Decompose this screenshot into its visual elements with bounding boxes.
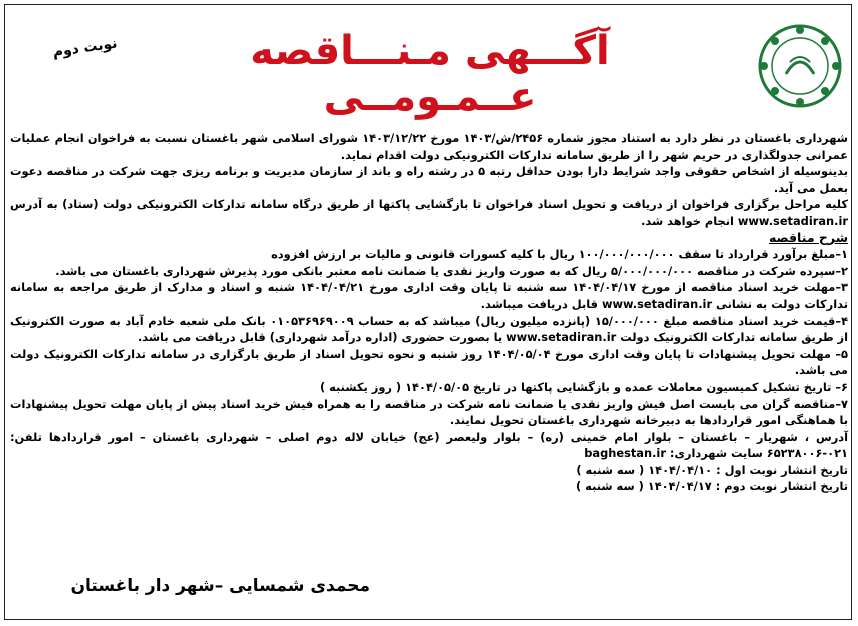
tender-item: ۳–مهلت خرید اسناد مناقصه از مورخ ۱۴۰۴/۰۴/۱۷ سه شنبه تا پایان وقت اداری مورخ ۱۴۰۴/۰۴/۲۱ شنبه و اسناد و مدارک از طریق مراجعه به سامانه تدارکات دولت به نشانی www.setadiran.ir قابل دریافت میباشد. <box>10 280 848 311</box>
tender-item: ۷–مناقصه گران می بایست اصل فیش واریز نقدی یا ضمانت نامه شرکت در مناقصه را به همراه فیش خرید اسناد پیش از پایان مهلت تحویل پیشنهادات با هماهنگی امور قراردادها به دبیرخانه شهرداری باغستان تحویل نمایند. <box>10 396 848 428</box>
intro-paragraph: شهرداری باغستان در نظر دارد به استناد مجوز شماره ۲۴۵۶/ش/۱۴۰۳ مورخ ۱۴۰۳/۱۲/۲۲ شورای اسلامی شهر باغستان نسبت به فراخوان انجام عملیات عمرانی جدولگذاری در حریم شهر را از طریق سامانه تدارکات الکترونیکی دولت اقدام نماید. <box>10 131 848 162</box>
tender-item: ۴–قیمت خرید اسناد مناقصه مبلغ ۱۵/۰۰۰/۰۰۰ (پانزده میلیون ریال) میباشد که به حساب ۰۱۰۵۳۶۹۶۹۰۰۹ بانک ملی شعبه خادم آباد به صورت الکترونیک از طریق سامانه تدارکات الکترونیک دولت www.setadiran.ir یا بصورت حضوری (اداره درآمد شهرداری) قابل دریافت می باشد. <box>10 313 849 345</box>
tender-item: ۵– مهلت تحویل پیشنهادات تا پایان وقت اداری مورخ ۱۴۰۴/۰۵/۰۴ روز شنبه و نحوه تحویل اسناد از طریق بارگزاری در سامانه تدارکات الکترونیک دولت می باشد. <box>10 346 848 378</box>
notice-title: آگـــهی مـنـــاقصه عــمـومــی <box>250 28 610 120</box>
signature: محمدی شمسایی –شهر دار باغستان <box>70 576 370 596</box>
publication-date: تاریخ انتشار نوبت اول : ۱۴۰۴/۰۴/۱۰ ( سه شنبه ) <box>576 462 848 477</box>
section-heading: شرح مناقصه <box>768 229 848 245</box>
notice-body <box>10 130 848 495</box>
tender-item: ۶– تاریخ تشکیل کمیسیون معاملات عمده و بازگشایی پاکتها در تاریخ ۱۴۰۴/۰۵/۰۵ ( روز یکشنبه ) <box>319 379 848 394</box>
tender-item: ۲–سپرده شرکت در مناقصه ۵/۰۰۰/۰۰۰/۰۰۰ ریال که به صورت واریز نقدی یا ضمانت نامه معتبر بانکی مورد پذیرش شهرداری باغستان می باشد. <box>55 263 848 278</box>
intro-paragraph: بدینوسیله از اشخاص حقوقی واجد شرایط دارا بودن حداقل رتبه ۵ در رشته راه و باند از سازمان مدیریت و برنامه ریزی جهت شرکت در مناقصه دعوت بعمل می آید. <box>10 164 848 195</box>
publication-date: تاریخ انتشار نوبت دوم : ۱۴۰۴/۰۴/۱۷ ( سه شنبه ) <box>575 479 848 494</box>
publication-round: نوبت دوم <box>51 35 119 61</box>
municipality-logo <box>756 22 844 110</box>
intro-paragraph: کلیه مراحل برگزاری فراخوان از دریافت و تحویل اسناد فراخوان تا بازگشایی پاکتها از طریق درگاه سامانه تدارکات الکترونیکی دولت (ستاد) به آدرس www.setadiran.ir انجام خواهد شد. <box>10 197 848 228</box>
address-line: آدرس ، شهریار – باغستان – بلوار امام خمینی (ره) – بلوار ولیعصر (عج) خیابان لاله دوم اصلی – شهرداری باغستان – امور قراردادها تلفن: ۰۲۱-۶۵۲۳۸۰۰۶ سایت شهرداری: baghestan.ir <box>10 429 848 461</box>
tender-item: ۱–مبلغ برآورد قرارداد تا سقف ۱۰۰/۰۰۰/۰۰۰/۰۰۰ ریال با کلیه کسورات قانونی و مالیات بر ارزش افزوده <box>271 247 848 262</box>
